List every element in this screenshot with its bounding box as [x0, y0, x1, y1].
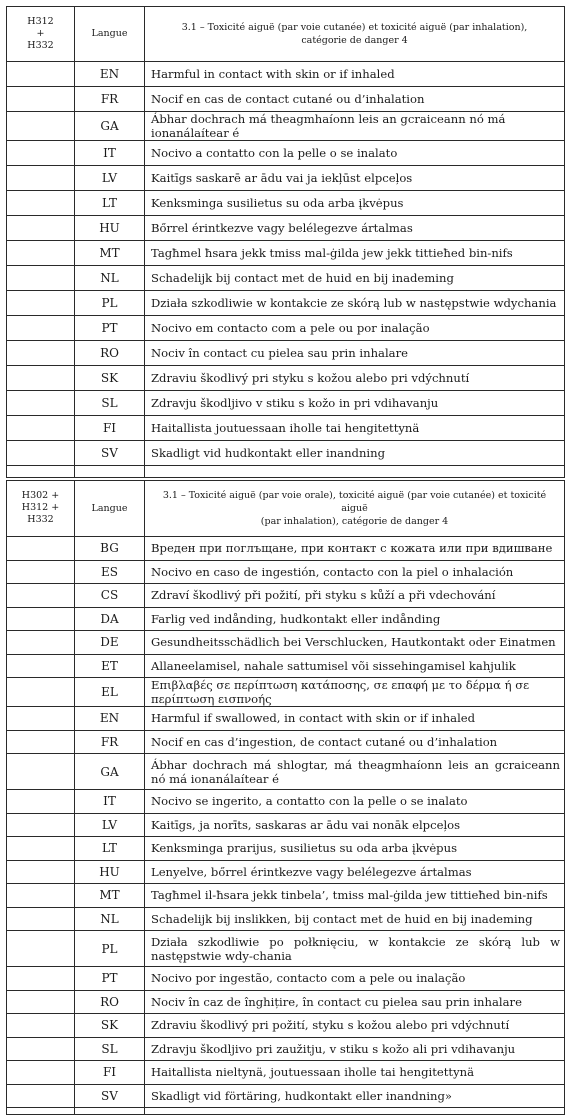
- empty-code-cell: [7, 730, 75, 754]
- empty-cell: [7, 1108, 75, 1115]
- table-row: [7, 341, 565, 366]
- language-code: FR: [75, 87, 145, 112]
- hazard-statement-text: Allaneelamisel, nahale sattumisel või sissehingamisel kahjulik: [145, 654, 565, 678]
- hazard-statement-text: Kaitīgs saskarē ar ādu vai ja iekļūst elpceļos: [145, 166, 565, 191]
- hazard-statement-text: Nociv în caz de înghițire, în contact cu pielea sau prin inhalare: [145, 990, 565, 1014]
- table-row: [7, 730, 565, 754]
- empty-code-cell: [7, 1014, 75, 1038]
- hazard-class-title: [145, 481, 565, 537]
- hazard-statement-text: Schadelijk bij inslikken, bij contact met de huid en bij inademing: [145, 907, 565, 931]
- table-row: [7, 241, 565, 266]
- empty-code-cell: [7, 266, 75, 291]
- language-code: MT: [75, 241, 145, 266]
- empty-code-cell: [7, 967, 75, 991]
- empty-code-cell: [7, 837, 75, 861]
- hazard-statement-text: Nocivo a contatto con la pelle o se inalato: [145, 141, 565, 166]
- hazard-statement-text: Επιβλαβές σε περίπτωση κατάποσης, σε επαφή με το δέρμα ή σε περίπτωση εισπνοής: [145, 678, 565, 707]
- empty-code-cell: [7, 391, 75, 416]
- empty-code-cell: [7, 191, 75, 216]
- language-code: EN: [75, 707, 145, 731]
- table-bottom-padding-row: [7, 466, 565, 478]
- language-code: CS: [75, 584, 145, 608]
- table-row: [7, 907, 565, 931]
- hazard-statement-text: Nocivo en caso de ingestión, contacto con la piel o inhalación: [145, 560, 565, 584]
- language-code: LT: [75, 191, 145, 216]
- table-row: [7, 441, 565, 466]
- hazard-class-title: [145, 7, 565, 62]
- language-code: ET: [75, 654, 145, 678]
- language-code: SV: [75, 1084, 145, 1108]
- language-code: NL: [75, 266, 145, 291]
- hazard-statement-text: Haitallista joutuessaan iholle tai hengitettynä: [145, 416, 565, 441]
- table-row: [7, 790, 565, 814]
- table-row: [7, 631, 565, 655]
- table-row: [7, 560, 565, 584]
- table-row: [7, 291, 565, 316]
- table-row: [7, 884, 565, 908]
- table-row: [7, 391, 565, 416]
- language-code: SK: [75, 1014, 145, 1038]
- hazard-statement-text: Nocif en cas de contact cutané ou d’inhalation: [145, 87, 565, 112]
- empty-code-cell: [7, 112, 75, 141]
- hazard-class-title-line: 3.1 – Toxicité aiguë (par voie orale), toxicité aiguë (par voie cutanée) et toxicité aiguë: [162, 490, 547, 514]
- table-row: [7, 416, 565, 441]
- hazard-statement-text: Zdraviu škodlivý pri styku s kožou alebo pri vdýchnutí: [145, 366, 565, 391]
- hazard-statement-text: Zdraví škodlivý při požití, při styku s kůží a při vdechování: [145, 584, 565, 608]
- hazard-code-line: H332: [27, 40, 54, 51]
- empty-cell: [145, 466, 565, 478]
- hazard-code-line: H302 +: [21, 490, 60, 501]
- hazard-statement-text: Kenksminga prarijus, susilietus su oda arba įkvėpus: [145, 837, 565, 861]
- table-row: [7, 584, 565, 608]
- language-code: ES: [75, 560, 145, 584]
- language-code: FI: [75, 1061, 145, 1085]
- hazard-table-h302-h312-h332: [6, 480, 565, 1115]
- language-code: GA: [75, 112, 145, 141]
- language-code: PL: [75, 291, 145, 316]
- hazard-code-cell: [7, 7, 75, 62]
- language-code: IT: [75, 790, 145, 814]
- table-row: [7, 191, 565, 216]
- hazard-statement-text: Haitallista nieltynä, joutuessaan iholle tai hengitettynä: [145, 1061, 565, 1085]
- language-code: SL: [75, 391, 145, 416]
- language-code: PT: [75, 316, 145, 341]
- hazard-code-line: H332: [27, 514, 54, 525]
- empty-code-cell: [7, 654, 75, 678]
- table-row: [7, 1037, 565, 1061]
- hazard-statement-text: Skadligt vid hudkontakt eller inandning: [145, 441, 565, 466]
- hazard-table-h312-h332: [6, 6, 565, 478]
- language-code: MT: [75, 884, 145, 908]
- empty-code-cell: [7, 990, 75, 1014]
- language-code: SL: [75, 1037, 145, 1061]
- table-header-row: [7, 481, 565, 537]
- language-code: EL: [75, 678, 145, 707]
- empty-code-cell: [7, 166, 75, 191]
- table-row: [7, 837, 565, 861]
- hazard-statement-text: Nocif en cas d’ingestion, de contact cutané ou d’inhalation: [145, 730, 565, 754]
- empty-cell: [75, 1108, 145, 1115]
- table-row: [7, 62, 565, 87]
- hazard-code-line: H312: [27, 16, 54, 27]
- langue-header: Langue: [75, 481, 145, 537]
- empty-code-cell: [7, 291, 75, 316]
- language-code: GA: [75, 754, 145, 790]
- empty-code-cell: [7, 141, 75, 166]
- language-code: LV: [75, 166, 145, 191]
- hazard-class-title-line: catégorie de danger 4: [301, 35, 408, 46]
- table-row: [7, 366, 565, 391]
- empty-code-cell: [7, 813, 75, 837]
- language-code: BG: [75, 537, 145, 561]
- language-code: SK: [75, 366, 145, 391]
- empty-code-cell: [7, 87, 75, 112]
- language-code: IT: [75, 141, 145, 166]
- language-code: EN: [75, 62, 145, 87]
- empty-code-cell: [7, 584, 75, 608]
- language-code: RO: [75, 990, 145, 1014]
- hazard-statement-text: Harmful in contact with skin or if inhaled: [145, 62, 565, 87]
- hazard-statement-text: Działa szkodliwie w kontakcie ze skórą lub w następstwie wdychania: [145, 291, 565, 316]
- empty-cell: [145, 1108, 565, 1115]
- table-header-row: [7, 7, 565, 62]
- hazard-statement-text: Schadelijk bij contact met de huid en bij inademing: [145, 266, 565, 291]
- table-row: [7, 141, 565, 166]
- empty-code-cell: [7, 216, 75, 241]
- hazard-statement-text: Ábhar dochrach má shlogtar, má theagmhaíonn leis an gcraiceann nó má ionanálaítear é: [145, 754, 565, 790]
- hazard-statement-text: Ábhar dochrach má theagmhaíonn leis an gcraiceann nó má ionanálaítear é: [145, 112, 565, 141]
- hazard-statement-text: Nociv în contact cu pielea sau prin inhalare: [145, 341, 565, 366]
- empty-code-cell: [7, 790, 75, 814]
- empty-code-cell: [7, 366, 75, 391]
- table-row: [7, 990, 565, 1014]
- language-code: LV: [75, 813, 145, 837]
- empty-code-cell: [7, 316, 75, 341]
- language-code: SV: [75, 441, 145, 466]
- table-row: [7, 678, 565, 707]
- table-row: [7, 813, 565, 837]
- empty-code-cell: [7, 62, 75, 87]
- empty-code-cell: [7, 416, 75, 441]
- table-row: [7, 112, 565, 141]
- hazard-statement-text: Harmful if swallowed, in contact with skin or if inhaled: [145, 707, 565, 731]
- table-bottom-padding-row: [7, 1108, 565, 1115]
- empty-cell: [7, 466, 75, 478]
- table-row: [7, 1084, 565, 1108]
- empty-code-cell: [7, 1084, 75, 1108]
- hazard-code-line: H312 +: [21, 502, 60, 513]
- hazard-statement-text: Kaitīgs, ja norīts, saskaras ar ādu vai nonāk elpceļos: [145, 813, 565, 837]
- table-row: [7, 166, 565, 191]
- language-code: HU: [75, 860, 145, 884]
- empty-code-cell: [7, 1037, 75, 1061]
- hazard-code-cell: [7, 481, 75, 537]
- table-row: [7, 931, 565, 967]
- hazard-statement-text: Zdravju škodljivo v stiku s kožo in pri vdihavanju: [145, 391, 565, 416]
- table-row: [7, 967, 565, 991]
- hazard-statement-text: Gesundheitsschädlich bei Verschlucken, Hautkontakt oder Einatmen: [145, 631, 565, 655]
- table-row: [7, 87, 565, 112]
- language-code: NL: [75, 907, 145, 931]
- hazard-statement-text: Zdraviu škodlivý pri požití, styku s kožou alebo pri vdýchnutí: [145, 1014, 565, 1038]
- hazard-statement-text: Tagħmel ħsara jekk tmiss mal-ġilda jew jekk tittieħed bin-nifs: [145, 241, 565, 266]
- table-row: [7, 860, 565, 884]
- empty-code-cell: [7, 631, 75, 655]
- table-row: [7, 537, 565, 561]
- hazard-statement-text: Nocivo em contacto com a pele ou por inalação: [145, 316, 565, 341]
- empty-code-cell: [7, 860, 75, 884]
- hazard-statement-text: Nocivo se ingerito, a contatto con la pelle o se inalato: [145, 790, 565, 814]
- hazard-statement-text: Nocivo por ingestão, contacto com a pele ou inalação: [145, 967, 565, 991]
- empty-code-cell: [7, 884, 75, 908]
- hazard-code-line: +: [36, 28, 45, 39]
- hazard-statement-text: Kenksminga susilietus su oda arba įkvėpus: [145, 191, 565, 216]
- hazard-statement-text: Zdravju škodljivo pri zaužitju, v stiku s kožo ali pri vdihavanju: [145, 1037, 565, 1061]
- table-row: [7, 754, 565, 790]
- table-row: [7, 707, 565, 731]
- empty-code-cell: [7, 678, 75, 707]
- table-row: [7, 654, 565, 678]
- empty-code-cell: [7, 1061, 75, 1085]
- hazard-class-title-line: 3.1 – Toxicité aiguë (par voie cutanée) et toxicité aiguë (par inhalation),: [181, 22, 528, 33]
- table-row: [7, 316, 565, 341]
- langue-header: Langue: [75, 7, 145, 62]
- language-code: PT: [75, 967, 145, 991]
- empty-code-cell: [7, 931, 75, 967]
- table-row: [7, 216, 565, 241]
- empty-code-cell: [7, 560, 75, 584]
- hazard-statement-text: Farlig ved indånding, hudkontakt eller indånding: [145, 607, 565, 631]
- language-code: DE: [75, 631, 145, 655]
- language-code: DA: [75, 607, 145, 631]
- table-row: [7, 1014, 565, 1038]
- hazard-statement-text: Bőrrel érintkezve vagy belélegezve ártalmas: [145, 216, 565, 241]
- empty-cell: [75, 466, 145, 478]
- hazard-statement-text: Skadligt vid förtäring, hudkontakt eller inandning»: [145, 1084, 565, 1108]
- empty-code-cell: [7, 441, 75, 466]
- hazard-statement-text: Działa szkodliwie po połknięciu, w kontakcie ze skórą lub w następstwie wdy-chania: [145, 931, 565, 967]
- empty-code-cell: [7, 607, 75, 631]
- table-row: [7, 266, 565, 291]
- table-row: [7, 607, 565, 631]
- language-code: FI: [75, 416, 145, 441]
- language-code: FR: [75, 730, 145, 754]
- empty-code-cell: [7, 537, 75, 561]
- language-code: HU: [75, 216, 145, 241]
- language-code: RO: [75, 341, 145, 366]
- empty-code-cell: [7, 341, 75, 366]
- language-code: PL: [75, 931, 145, 967]
- empty-code-cell: [7, 907, 75, 931]
- table-row: [7, 1061, 565, 1085]
- hazard-class-title-line: (par inhalation), catégorie de danger 4: [260, 516, 449, 527]
- hazard-statement-text: Lenyelve, bőrrel érintkezve vagy belélegezve ártalmas: [145, 860, 565, 884]
- empty-code-cell: [7, 754, 75, 790]
- hazard-statement-text: Вреден при поглъщане, при контакт с кожата или при вдишване: [145, 537, 565, 561]
- empty-code-cell: [7, 241, 75, 266]
- language-code: LT: [75, 837, 145, 861]
- empty-code-cell: [7, 707, 75, 731]
- hazard-statement-text: Tagħmel il-ħsara jekk tinbela’, tmiss mal-ġilda jew tittieħed bin-nifs: [145, 884, 565, 908]
